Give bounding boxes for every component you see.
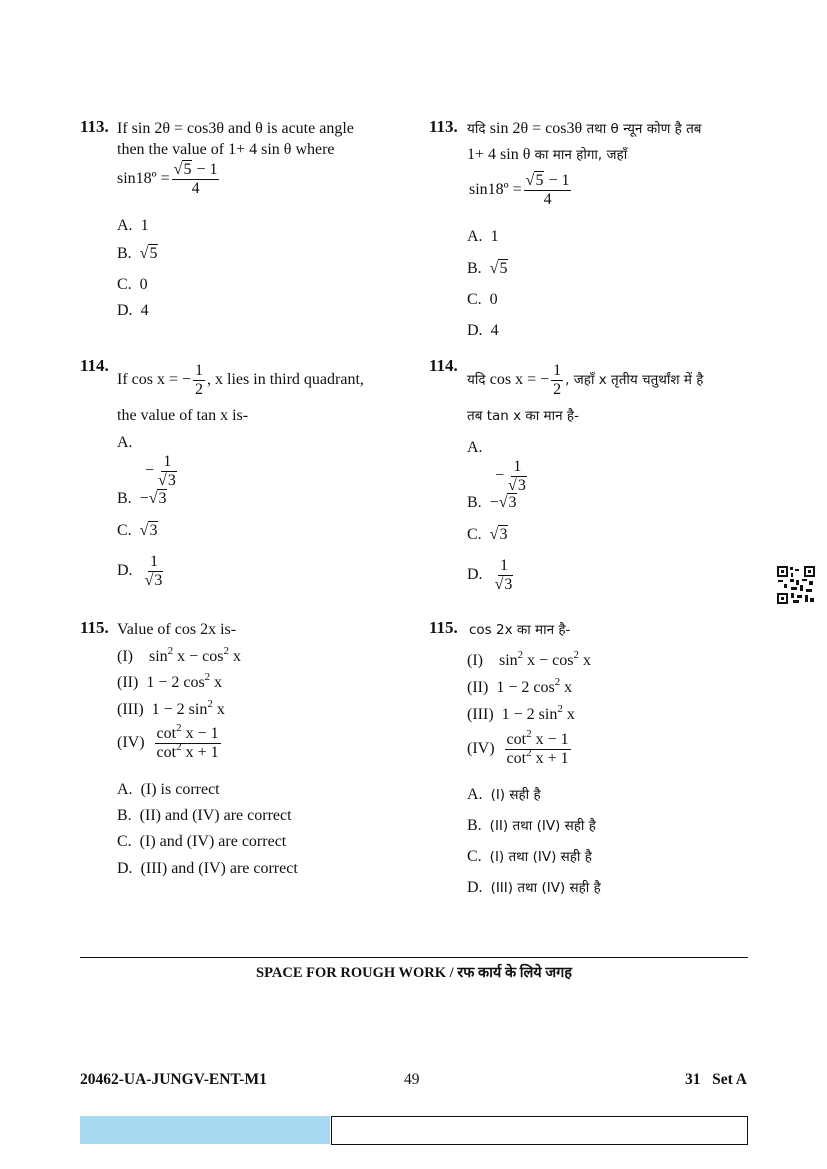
q114-en-line1: If cos x = − $\frac{1}{2}$ , x lies in third quadrant,: [117, 362, 364, 398]
q113-en-option-c: C. 0: [117, 276, 148, 293]
q114-hi-line2: तब tan x का मान है-: [467, 408, 579, 424]
q113-en-sin18: sin18º = $\frac{√5 - 1}{4}$: [117, 161, 218, 197]
q113-en-option-a: A. 1: [117, 217, 149, 234]
qr-code-icon: [776, 565, 816, 605]
q114-hi-line1: यदि cos x = − $\frac{1}{2}$ , जहाँ x तृतीय चतुर्थांश में है: [467, 362, 704, 398]
q113-number: 113.: [80, 117, 109, 136]
q115-hi-number: 115.: [429, 618, 458, 637]
q113-hi-option-d: D. 4: [467, 322, 499, 339]
q114-en-line2: the value of tan x is-: [117, 407, 249, 424]
q114-hi-option-c: C. √3: [467, 526, 508, 543]
paper-code: 20462-UA-JUNGV-ENT-M1: [80, 1071, 267, 1088]
q113-hi-option-c: C. 0: [467, 291, 498, 308]
q113-hi-option-a: A. 1: [467, 228, 499, 245]
q114-hi-option-d: D. $\frac{1}{√3}$: [467, 557, 513, 593]
footer-blue-bar: [80, 1116, 330, 1144]
q115-hi-option-b: B. (II) तथा (IV) सही है: [467, 817, 596, 834]
q114-hi-number: 114.: [429, 356, 458, 375]
q115-en-title: Value of cos 2x is-: [117, 621, 237, 638]
q115-en-option-a: A. (I) is correct: [117, 781, 220, 798]
q115-en-item-ii: (II) 1 − 2 $\cos^2 x$: [117, 671, 223, 691]
q113-hi-line1: यदि sin 2θ = cos3θ तथा θ न्यून कोण है तब: [467, 120, 702, 137]
q114-en-option-c: C. √3: [117, 522, 158, 539]
q115-en-item-iv: (IV) $\frac{\cot^2 x - 1}{\cot^2 x + 1}$: [117, 722, 219, 761]
q113-hi-sin18: sin18º = $\frac{√5 - 1}{4}$: [469, 172, 570, 208]
q113-hi-line2: 1+ 4 sin θ का मान होगा, जहाँ: [467, 146, 628, 163]
q114-hi-option-b: B. −√3: [467, 494, 517, 511]
q113-hi-option-b: B. √5: [467, 260, 508, 277]
rough-work-divider: [80, 957, 748, 958]
q115-hi-item-ii: (II) 1 − 2 $\cos^2 x$: [467, 676, 573, 696]
page-number: 49: [404, 1071, 420, 1088]
q115-en-item-i: (I) $\sin^2 x - \cos^2 x$: [117, 645, 242, 665]
q115-en-option-c: C. (I) and (IV) are correct: [117, 833, 287, 850]
footer-empty-box: [331, 1116, 748, 1145]
q115-number: 115.: [80, 618, 109, 637]
q113-en-line2: then the value of 1+ 4 sin θ where: [117, 141, 335, 158]
q114-hi-option-a: A. − $\frac{1}{√3}$: [467, 439, 526, 494]
set-label: 31 Set A: [685, 1071, 747, 1088]
q114-number: 114.: [80, 356, 109, 375]
q113-en-option-b: B. √5: [117, 245, 158, 262]
q113-en-line1: If sin 2θ = cos3θ and θ is acute angle: [117, 120, 354, 137]
q114-en-option-d: D. $\frac{1}{√3}$: [117, 553, 163, 589]
q115-hi-option-c: C. (I) तथा (IV) सही है: [467, 848, 592, 865]
q115-hi-item-i: (I) $\sin^2 x - \cos^2 x$: [467, 649, 592, 669]
q115-hi-item-iv: (IV) $\frac{\cot^2 x - 1}{\cot^2 x + 1}$: [467, 728, 569, 767]
q114-en-option-a: A. − $\frac{1}{√3}$: [117, 434, 176, 489]
rough-work-heading: SPACE FOR ROUGH WORK / रफ कार्य के लिये जगह: [256, 965, 572, 981]
q114-en-option-b: B. −√3: [117, 490, 167, 507]
q113-en-option-d: D. 4: [117, 302, 149, 319]
q115-hi-title: cos 2x का मान है-: [469, 622, 571, 638]
q113-hi-number: 113.: [429, 117, 458, 136]
q115-en-option-d: D. (III) and (IV) are correct: [117, 860, 298, 877]
q115-hi-option-a: A. (I) सही है: [467, 786, 541, 803]
q115-hi-item-iii: (III) 1 − 2 $\sin^2 x$: [467, 703, 575, 723]
q115-en-item-iii: (III) 1 − 2 $\sin^2 x$: [117, 698, 225, 718]
q115-hi-option-d: D. (III) तथा (IV) सही है: [467, 879, 601, 896]
q115-en-option-b: B. (II) and (IV) are correct: [117, 807, 292, 824]
